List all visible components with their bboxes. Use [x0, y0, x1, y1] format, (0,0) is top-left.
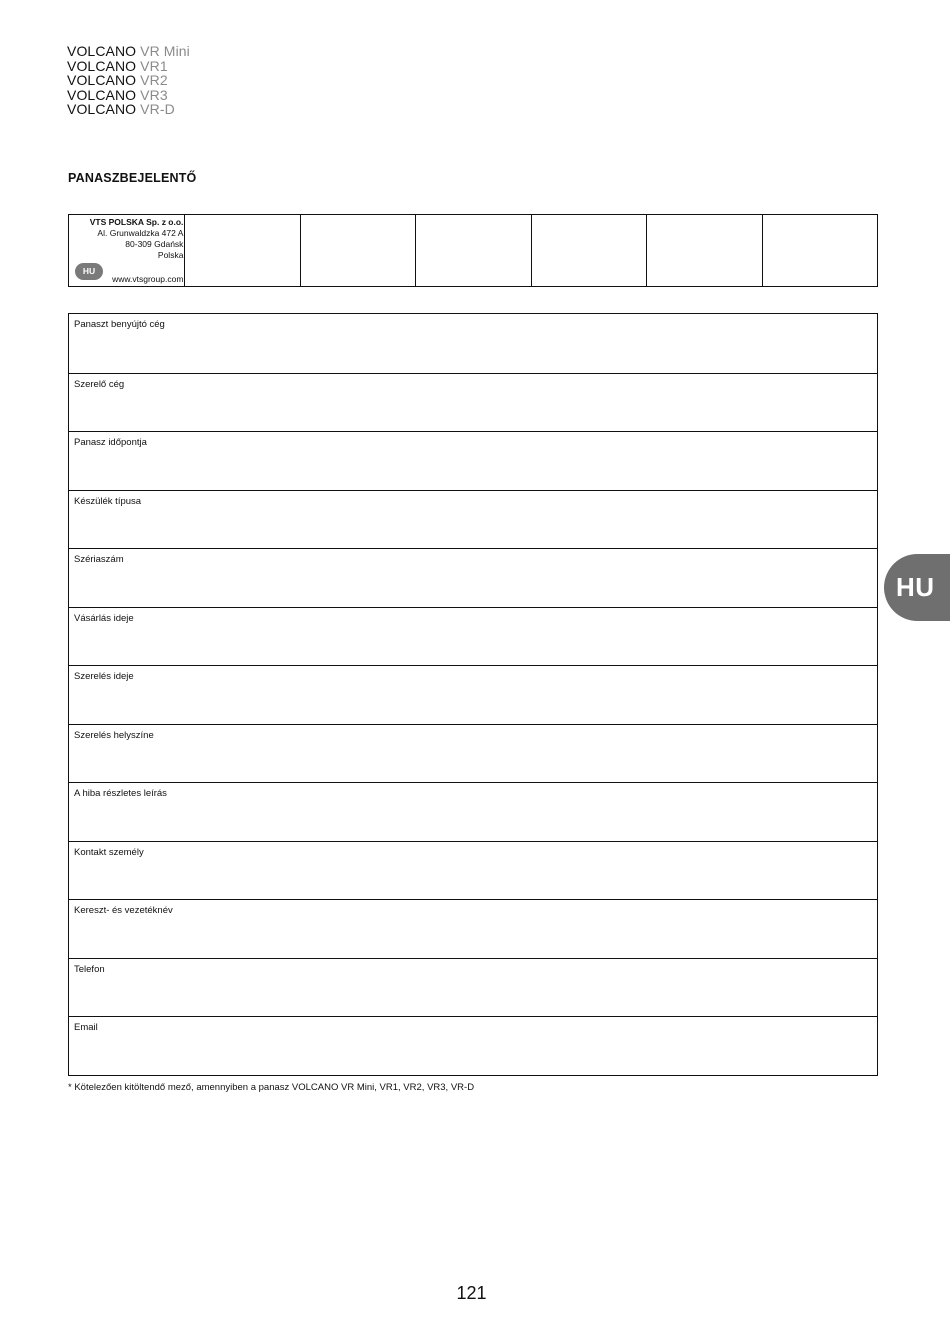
- model-prefix: VOLCANO: [67, 86, 137, 103]
- header-table: [68, 214, 878, 287]
- model-list: [67, 44, 190, 117]
- field-label: Kereszt- és vezetéknév: [74, 905, 173, 916]
- field-row-serial-number[interactable]: [69, 548, 877, 607]
- page-number: 121: [456, 1283, 487, 1303]
- field-row-complainant-company[interactable]: [69, 314, 877, 373]
- footnote: * Kötelezően kitöltendő mező, amennyiben a panasz VOLCANO VR Mini, VR1, VR2, VR3, VR-D: [68, 1082, 475, 1093]
- field-label: Szerelő cég: [74, 378, 125, 390]
- header-blank-cell[interactable]: [762, 215, 877, 286]
- model-line: [67, 102, 190, 117]
- field-label: Szerelés helyszíne: [74, 729, 154, 741]
- header-blank-cell[interactable]: [300, 215, 415, 286]
- field-row-device-type[interactable]: [69, 490, 877, 549]
- model-prefix: VOLCANO: [67, 72, 137, 88]
- field-row-phone[interactable]: [69, 958, 877, 1017]
- form-title: PANASZBEJELENTŐ: [68, 171, 197, 185]
- field-row-installer-company[interactable]: [69, 373, 877, 432]
- field-row-full-name[interactable]: [69, 899, 877, 958]
- field-row-fault-description[interactable]: [69, 782, 877, 841]
- model-suffix: VR2: [140, 72, 168, 88]
- field-label: A hiba részletes leírás: [74, 788, 167, 799]
- field-label: Szerelés ideje: [74, 671, 134, 682]
- header-blank-cell[interactable]: [184, 215, 299, 286]
- company-website: www.vtsgroup.com: [112, 274, 184, 284]
- language-badge: HU: [75, 263, 103, 280]
- complaint-form-table: [68, 313, 878, 1076]
- model-suffix: VR Mini: [140, 43, 190, 59]
- language-side-tab: HU: [884, 554, 950, 621]
- model-prefix: VOLCANO: [67, 43, 137, 59]
- field-row-contact-person[interactable]: [69, 841, 877, 900]
- company-info-cell: [69, 215, 184, 286]
- header-blank-cell[interactable]: [415, 215, 530, 286]
- model-prefix: VOLCANO: [67, 57, 137, 74]
- model-line: [67, 59, 190, 74]
- field-label: Panaszt benyújtó cég: [74, 319, 165, 330]
- model-suffix: VR1: [140, 57, 168, 74]
- model-suffix: VR3: [140, 86, 168, 103]
- model-prefix: VOLCANO: [67, 101, 137, 117]
- field-row-installation-date[interactable]: [69, 665, 877, 724]
- model-line: [67, 73, 190, 88]
- field-label: Email: [74, 1022, 98, 1033]
- field-label: Szériaszám: [74, 554, 124, 565]
- field-label: Kontakt személy: [74, 846, 144, 858]
- field-row-email[interactable]: [69, 1016, 877, 1075]
- company-name: VTS POLSKA Sp. z o.o.: [89, 217, 184, 227]
- header-blank-cell[interactable]: [646, 215, 761, 286]
- field-row-complaint-date[interactable]: [69, 431, 877, 490]
- model-line: [67, 88, 190, 103]
- company-address-line1: Al. Grunwaldzka 472 A: [97, 228, 184, 238]
- field-label: Panasz időpontja: [74, 437, 147, 448]
- company-address-line2: 80-309 Gdańsk: [125, 239, 184, 249]
- field-label: Készülék típusa: [74, 495, 142, 507]
- field-label: Telefon: [74, 963, 105, 975]
- field-row-purchase-date[interactable]: [69, 607, 877, 666]
- header-blank-cell[interactable]: [531, 215, 646, 286]
- model-line: [67, 44, 190, 59]
- model-suffix: VR-D: [140, 101, 175, 117]
- field-label: Vásárlás ideje: [74, 612, 134, 624]
- field-row-installation-location[interactable]: [69, 724, 877, 783]
- company-country: Polska: [157, 250, 184, 260]
